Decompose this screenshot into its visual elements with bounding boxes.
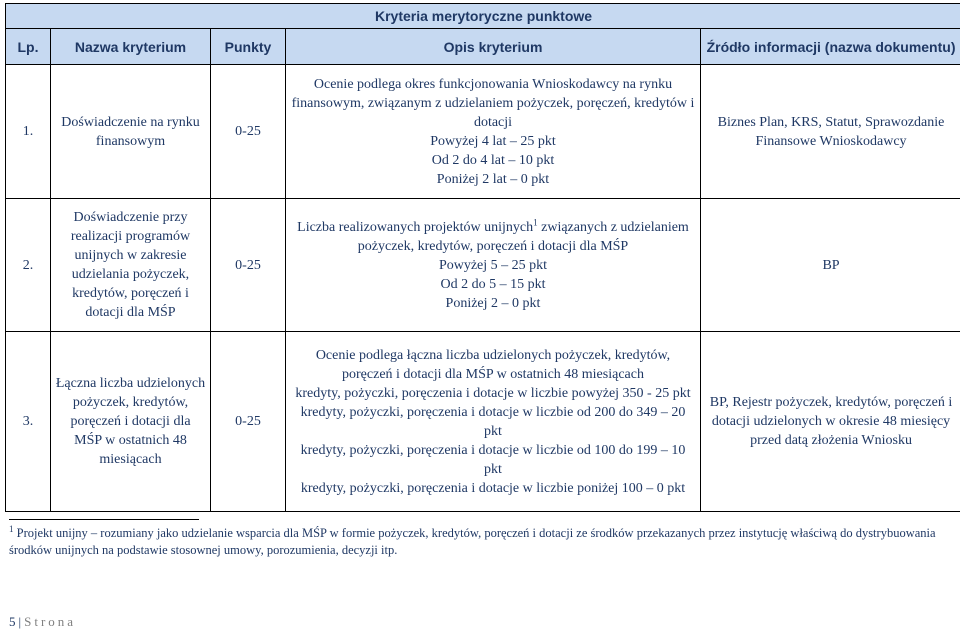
footnote-marker: 1 — [9, 524, 14, 534]
table-title: Kryteria merytoryczne punktowe — [6, 4, 960, 29]
footnote-ref: 1 — [533, 217, 538, 227]
page-footer — [9, 614, 76, 630]
criteria-table — [5, 3, 960, 512]
row-lp: 3. — [6, 332, 51, 512]
description-item: kredyty, pożyczki, poręczenia i dotacje w liczbie poniżej 100 – 0 pkt — [290, 479, 696, 498]
description-intro-end: związanych z udzielaniem pożyczek, kredytów, poręczeń i dotacji dla MŚP — [358, 220, 689, 254]
row-source: BP — [701, 199, 960, 332]
description-item: kredyty, pożyczki, poręczenia i dotacje w liczbie od 100 do 199 – 10 pkt — [290, 441, 696, 479]
table-row — [6, 332, 960, 512]
row-source: BP, Rejestr pożyczek, kredytów, poręczeń i dotacji udzielonych w okresie 48 miesięcy przed datą złożenia Wniosku — [701, 332, 960, 512]
description-item: Poniżej 2 – 0 pkt — [290, 294, 696, 313]
row-lp: 2. — [6, 199, 51, 332]
row-description — [286, 65, 701, 199]
table-row — [6, 65, 960, 199]
header-source: Źródło informacji (nazwa dokumentu) — [701, 29, 960, 65]
row-description — [286, 199, 701, 332]
description-item: Od 2 do 5 – 15 pkt — [290, 275, 696, 294]
description-intro: Ocenie podlega łączna liczba udzielonych pożyczek, kredytów, poręczeń i dotacji dla MŚP w ostatnich 48 miesiącach — [290, 346, 696, 384]
row-source: Biznes Plan, KRS, Statut, Sprawozdanie Finansowe Wnioskodawcy — [701, 65, 960, 199]
description-item: Poniżej 2 lat – 0 pkt — [290, 170, 696, 189]
table-row — [6, 199, 960, 332]
row-points: 0-25 — [211, 65, 286, 199]
header-points: Punkty — [211, 29, 286, 65]
description-item: Od 2 do 4 lat – 10 pkt — [290, 151, 696, 170]
row-lp: 1. — [6, 65, 51, 199]
row-description — [286, 332, 701, 512]
footer-label: Strona — [24, 614, 76, 629]
row-points: 0-25 — [211, 332, 286, 512]
row-criterion-name: Łączna liczba udzielonych pożyczek, kredytów, poręczeń i dotacji dla MŚP w ostatnich 48 miesiącach — [51, 332, 211, 512]
row-points: 0-25 — [211, 199, 286, 332]
row-criterion-name: Doświadczenie na rynku finansowym — [51, 65, 211, 199]
footnote-text: Projekt unijny – rozumiany jako udzielanie wsparcia dla MŚP w formie pożyczek, kredytów, poręczeń i dotacji ze środków przekazanych przez instytucję właściwą do dystrybuowania środków unijnych na podstawie stosownej umowy, porozumienia, decyzji itp. — [9, 526, 936, 557]
description-item: Powyżej 5 – 25 pkt — [290, 256, 696, 275]
description-intro: Ocenie podlega okres funkcjonowania Wnioskodawcy na rynku finansowym, związanym z udzielaniem pożyczek, poręczeń, kredytów i dotacji — [290, 75, 696, 132]
description-intro — [290, 218, 696, 256]
description-item: kredyty, pożyczki, poręczenia i dotacje w liczbie powyżej 350 - 25 pkt — [290, 384, 696, 403]
description-item: Powyżej 4 lat – 25 pkt — [290, 132, 696, 151]
description-intro-start: Liczba realizowanych projektów unijnych — [297, 220, 533, 235]
header-name: Nazwa kryterium — [51, 29, 211, 65]
header-description: Opis kryterium — [286, 29, 701, 65]
footer-separator: | — [19, 614, 22, 629]
header-lp: Lp. — [6, 29, 51, 65]
row-criterion-name: Doświadczenie przy realizacji programów unijnych w zakresie udzielania pożyczek, kredytów, poręczeń i dotacji dla MŚP — [51, 199, 211, 332]
page-number: 5 — [9, 614, 16, 629]
footnote-divider — [9, 519, 199, 520]
description-item: kredyty, pożyczki, poręczenia i dotacje w liczbie od 200 do 349 – 20 pkt — [290, 403, 696, 441]
footnote — [9, 525, 954, 559]
